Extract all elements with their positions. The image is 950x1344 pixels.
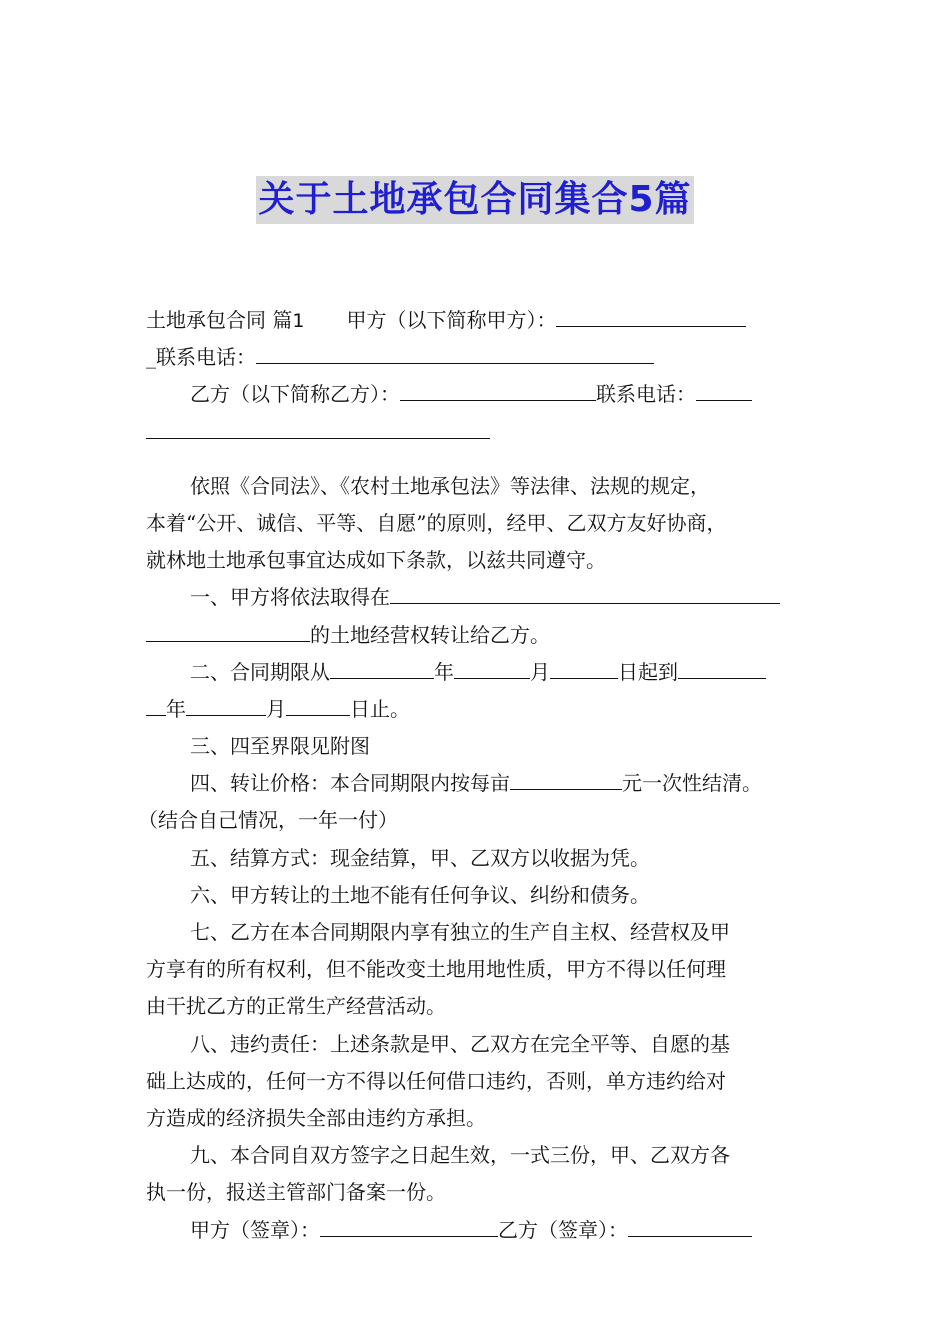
clause-8: 八、违约责任：上述条款是甲、乙双方在完全平等、自愿的基: [190, 1031, 730, 1056]
blank-field: [390, 581, 780, 604]
phone-line: [146, 339, 810, 376]
clause-4: [146, 765, 810, 802]
clause-8-cont: 方造成的经济损失全部由违约方承担。: [146, 1105, 486, 1130]
section-number: 1: [292, 310, 305, 332]
clause-1-cont: [146, 617, 810, 654]
blank-field: [146, 619, 310, 642]
paragraph-line: 依照《合同法》、《农村土地承包法》等法律、法规的规定，: [190, 473, 710, 498]
section-heading: 土地承包合同 篇: [146, 308, 293, 332]
signature-line: [146, 1212, 810, 1249]
party-a-label: 甲方（以下简称甲方）：: [346, 308, 557, 332]
party-b-line: [146, 376, 810, 413]
clause-2: [146, 654, 810, 691]
blank-field: [556, 304, 746, 327]
month-label: 月: [266, 696, 286, 721]
party-b-label: 乙方（以下简称乙方）：: [190, 382, 400, 407]
clause-9: 九、本合同自双方签字之日起生效，一式三份，甲、乙双方各: [190, 1143, 730, 1168]
blank-field: [454, 656, 530, 679]
clause-4-note: （结合自己情况，一年一付）: [138, 808, 398, 833]
clause-1: [146, 579, 810, 616]
paragraph-line: 就林地土地承包事宜达成如下条款，以兹共同遵守。: [146, 548, 606, 573]
clause-2-cont: [146, 691, 810, 728]
blank-field: [400, 378, 596, 401]
clause-text: 四、转让价格：本合同期限内按每亩: [190, 771, 510, 796]
blank-field: [320, 1214, 498, 1237]
clause-text: 一、甲方将依法取得在: [190, 585, 390, 610]
heading-line: [146, 302, 810, 339]
clause-7: 七、乙方在本合同期限内享有独立的生产自主权、经营权及甲: [190, 920, 730, 944]
clause-9-cont: 执一份，报送主管部门备案一份。: [146, 1180, 446, 1205]
year-label: 年: [434, 659, 454, 684]
blank-field: [678, 656, 766, 679]
month-label: 月: [530, 659, 550, 684]
end-label: 日止。: [350, 696, 410, 721]
blank-field: [510, 767, 622, 790]
title-wrap: [0, 176, 950, 224]
clause-text: 元一次性结清。: [622, 771, 762, 796]
blank-field: [146, 416, 490, 439]
paragraph-line: 本着“公开、诚信、平等、自愿”的原则，经甲、乙双方友好协商，: [146, 510, 727, 535]
blank-field: [550, 656, 618, 679]
blank-field: [146, 693, 166, 716]
day-label: 日起到: [618, 659, 678, 684]
document-title: 关于土地承包合同集合5篇: [256, 176, 693, 224]
clause-text: 二、合同期限从: [190, 659, 330, 684]
blank-field: [286, 693, 350, 716]
blank-line: [146, 414, 810, 451]
party-b-phone-label: 联系电话：: [596, 382, 696, 407]
party-b-signature-label: 乙方（签章）：: [498, 1217, 628, 1242]
blank-field: [186, 693, 266, 716]
clause-7-cont: 由干扰乙方的正常生产经营活动。: [146, 994, 446, 1019]
clause-text: 的土地经营权转让给乙方。: [310, 622, 550, 647]
year-label: 年: [166, 696, 186, 721]
blank-field: [628, 1214, 752, 1237]
clause-8-cont: 础上达成的，任何一方不得以任何借口违约，否则，单方违约给对: [146, 1068, 726, 1093]
clause-6: 六、甲方转让的土地不能有任何争议、纠纷和债务。: [190, 882, 650, 907]
document-body: [138, 302, 810, 1249]
clause-7-cont: 方享有的所有权利，但不能改变土地用地性质，甲方不得以任何理: [146, 957, 726, 982]
blank-field: [330, 656, 434, 679]
party-a-signature-label: 甲方（签章）：: [190, 1217, 320, 1242]
blank-field: [256, 341, 654, 364]
blank-field: [696, 378, 752, 401]
clause-3: 三、四至界限见附图: [190, 734, 370, 759]
clause-5: 五、结算方式：现金结算，甲、乙双方以收据为凭。: [190, 845, 650, 870]
party-a-phone-label: _联系电话：: [146, 345, 256, 370]
